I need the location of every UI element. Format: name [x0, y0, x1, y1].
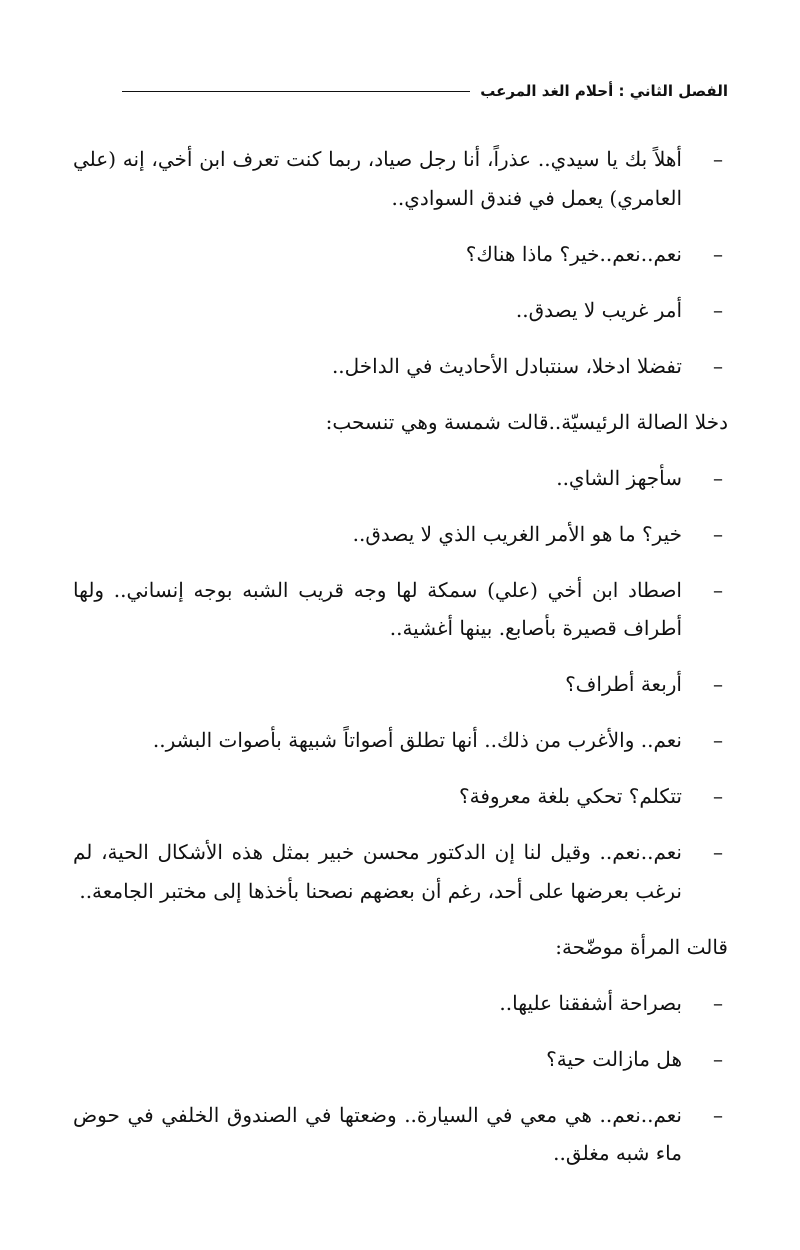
- dialogue-text: نعم..نعم..خير؟ ماذا هناك؟: [465, 241, 682, 266]
- dialogue-line: [73, 291, 728, 330]
- chapter-title: الفصل الثاني : أحلام الغد المرعب: [480, 82, 728, 100]
- dialogue-dash: –: [713, 784, 723, 808]
- dialogue-dash: –: [713, 1102, 723, 1127]
- dialogue-line: [73, 347, 728, 386]
- header-rule: [122, 91, 470, 92]
- dialogue-dash: –: [713, 577, 723, 602]
- dialogue-dash: –: [713, 241, 723, 266]
- dialogue-line: [73, 235, 728, 274]
- dialogue-text: نعم..نعم.. هي معي في السيارة.. وضعتها في الصندوق الخلفي في حوض ماء شبه مغلق..: [73, 1102, 682, 1165]
- dialogue-text: سأجهز الشاي..: [556, 465, 682, 490]
- dialogue-text: أربعة أطراف؟: [565, 672, 682, 696]
- narration-text: دخلا الصالة الرئيسيّة..قالت شمسة وهي تنسحب:: [325, 409, 728, 434]
- narration-line: [73, 928, 728, 967]
- dialogue-text: تفضلا ادخلا، سنتبادل الأحاديث في الداخل..: [331, 353, 682, 378]
- page-body: [73, 140, 728, 1190]
- dialogue-line: [73, 777, 728, 816]
- dialogue-line: [73, 571, 728, 648]
- dialogue-dash: –: [713, 521, 723, 546]
- narration-text: قالت المرأة موضّحة:: [555, 934, 728, 959]
- dialogue-dash: –: [713, 728, 723, 752]
- dialogue-text: اصطاد ابن أخي (علي) سمكة لها وجه قريب الشبه بوجه إنساني.. ولها أطراف قصيرة بأصابع. بينها أغشية..: [73, 577, 682, 640]
- dialogue-dash: –: [713, 1046, 723, 1071]
- dialogue-text: بصراحة أشفقنا عليها..: [499, 990, 682, 1015]
- dialogue-dash: –: [713, 672, 723, 696]
- dialogue-line: [73, 1040, 728, 1079]
- dialogue-dash: –: [713, 353, 723, 378]
- dialogue-text: نعم..نعم.. وقيل لنا إن الدكتور محسن خبير بمثل هذه الأشكال الحية، لم نرغب بعرضها على أحد، رغم أن بعضهم نصحنا بأخذها إلى مختبر الجامعة..: [73, 840, 682, 903]
- dialogue-dash: –: [713, 147, 723, 171]
- dialogue-dash: –: [713, 297, 723, 322]
- dialogue-text: أمر غريب لا يصدق..: [515, 297, 682, 322]
- narration-line: [73, 403, 728, 442]
- dialogue-line: [73, 1096, 728, 1173]
- dialogue-dash: –: [713, 840, 723, 864]
- running-header: [122, 80, 728, 102]
- dialogue-line: [73, 515, 728, 554]
- dialogue-text: تتكلم؟ تحكي بلغة معروفة؟: [459, 784, 682, 808]
- dialogue-line: [73, 721, 728, 760]
- dialogue-text: نعم.. والأغرب من ذلك.. أنها تطلق أصواتاً شبيهة بأصوات البشر..: [152, 728, 682, 752]
- dialogue-line: [73, 140, 728, 217]
- dialogue-line: [73, 833, 728, 910]
- dialogue-line: [73, 984, 728, 1023]
- dialogue-dash: –: [713, 990, 723, 1015]
- dialogue-text: خير؟ ما هو الأمر الغريب الذي لا يصدق..: [352, 521, 682, 546]
- dialogue-dash: –: [713, 465, 723, 490]
- dialogue-line: [73, 665, 728, 704]
- dialogue-text: أهلاً بك يا سيدي.. عذراً، أنا رجل صياد، ربما كنت تعرف ابن أخي، إنه (علي العامري) يعمل في فندق السوادي..: [73, 147, 682, 210]
- dialogue-line: [73, 459, 728, 498]
- dialogue-text: هل مازالت حية؟: [546, 1046, 682, 1071]
